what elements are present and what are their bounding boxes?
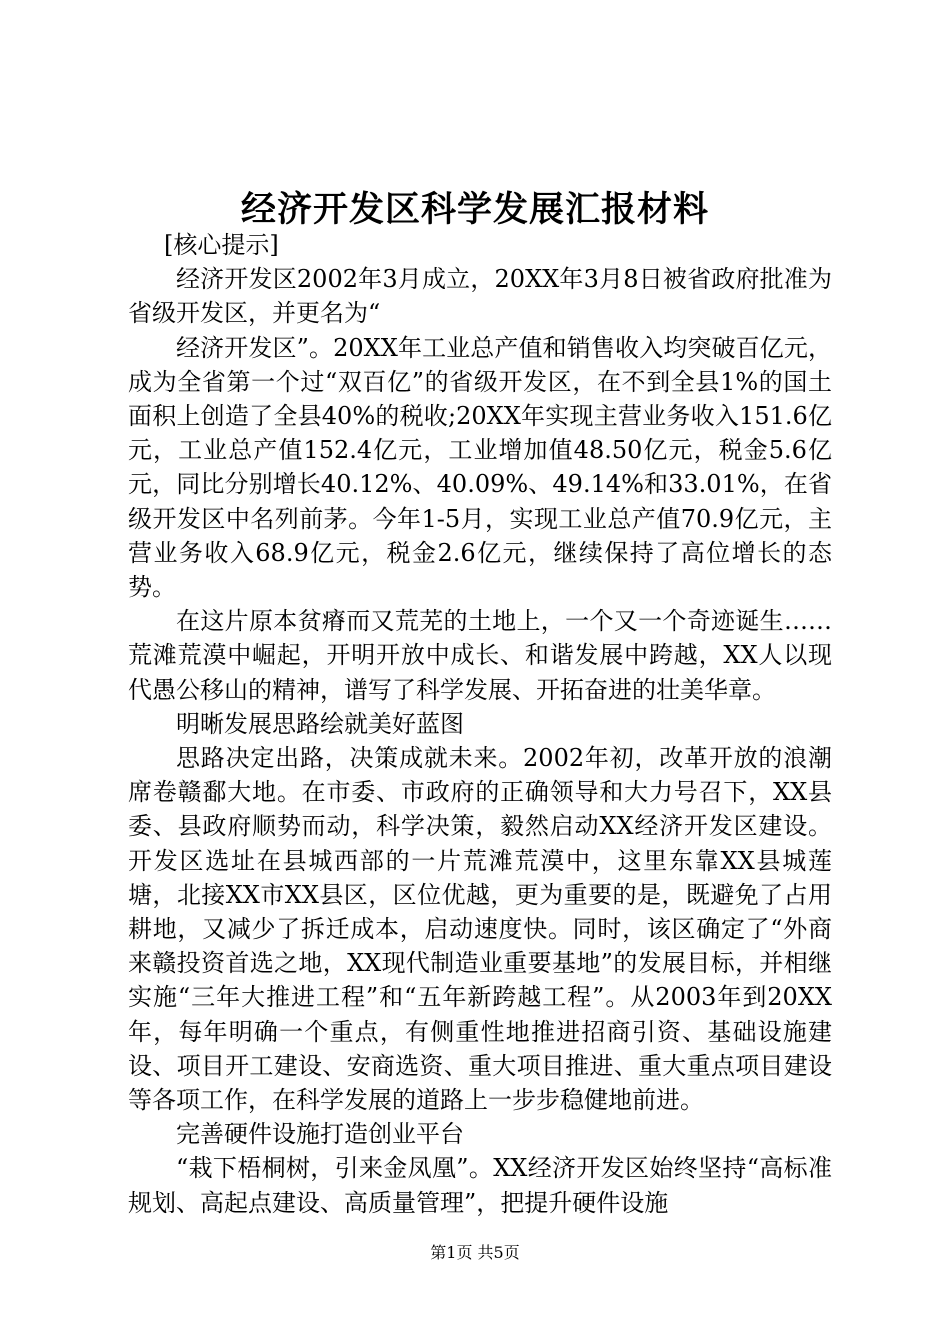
paragraph-intro: 经济开发区2002年3月成立，20XX年3月8日被省政府批准为省级开发区，并更名为“ [128, 265, 832, 328]
paragraph-achievements: 经济开发区”。20XX年工业总产值和销售收入均突破百亿元，成为全省第一个过“双百亿”的省级开发区，在不到全县1%的国土面积上创造了全县40%的税收;20XX年实现主营业务收入151.6亿元，工业总产值152.4亿元，工业增加值48.50亿元，税金5.6亿元，同比分别增长40.12%、40.09%、49.14%和33.01%，在省级开发区中名列前茅。今年1-5月，实现工业总产值70.9亿元，主营业务收入68.9亿元，税金2.6亿元，继续保持了高位增长的态势。 [128, 333, 832, 602]
core-hint-label: [核心提示] [164, 231, 279, 259]
section-heading-infrastructure: 完善硬件设施打造创业平台 [176, 1120, 464, 1149]
paragraph-miracle: 在这片原本贫瘠而又荒芜的土地上，一个又一个奇迹诞生……荒滩荒漠中崛起，开明开放中成长、和谐发展中跨越，XX人以现代愚公移山的精神，谱写了科学发展、开拓奋进的壮美华章。 [128, 607, 832, 704]
paragraph-strategy: 思路决定出路，决策成就未来。2002年初，改革开放的浪潮席卷赣鄱大地。在市委、市政府的正确领导和大力号召下，XX县委、县政府顺势而动，科学决策，毅然启动XX经济开发区建设。开发区选址在县城西部的一片荒滩荒漠中，这里东靠XX县城莲塘，北接XX市XX县区，区位优越，更为重要的是，既避免了占用耕地，又减少了拆迁成本，启动速度快。同时，该区确定了“外商来赣投资首选之地，XX现代制造业重要基地”的发展目标，并相继实施“三年大推进工程”和“五年新跨越工程”。从2003年到20XX年，每年明确一个重点，有侧重性地推进招商引资、基础设施建设、项目开工建设、安商选资、重大项目推进、重大重点项目建设等各项工作，在科学发展的道路上一步步稳健地前进。 [128, 744, 832, 1115]
document-title: 经济开发区科学发展汇报材料 [240, 189, 709, 230]
paragraph-infrastructure: “栽下梧桐树，引来金凤凰”。XX经济开发区始终坚持“高标准规划、高起点建设、高质量管理”，把提升硬件设施 [128, 1154, 832, 1217]
document-body [128, 228, 832, 1220]
page-number-footer: 第1页 共5页 [430, 1243, 520, 1262]
section-heading-blueprint: 明晰发展思路绘就美好蓝图 [176, 709, 464, 738]
